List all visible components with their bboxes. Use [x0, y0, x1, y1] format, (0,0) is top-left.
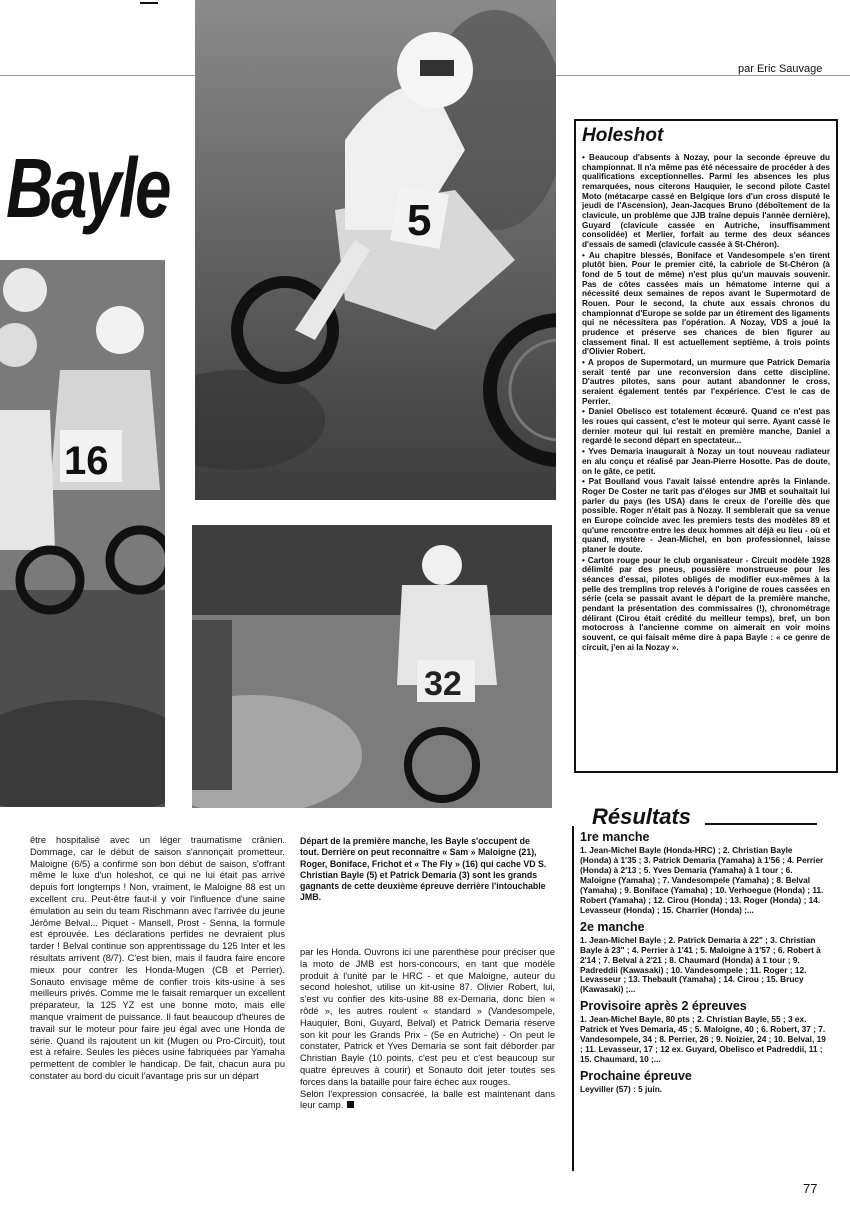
- article-column-2: [300, 947, 555, 1182]
- results-manche2: 1. Jean-Michel Bayle ; 2. Patrick Demaria à 22" ; 3. Christian Bayle à 23" ; 4. Perrier à 1'41 ; 5. Maloigne à 1'57 ; 6. Robert à 2'14 ; 7. Belval à 2'21 ; 8. Chaumard (Honda) à 1 tour ; 9. Padreddii (Kawasaki) ; 10. Vandesompele ; 11. Roger ; 12. Levasseur ; 13. Thebault (Yamaha) ; 14. Cirou ; 15. Brucy (Kawasaki) ;...: [580, 934, 821, 995]
- end-mark: [347, 1101, 354, 1108]
- holeshot-paragraph: • Beaucoup d'absents à Nozay, pour la seconde épreuve du championnat. Il n'a même pas été nécessaire de procéder à des qualifications exceptionnelles. Parmi les absences les plus remarquées, nous citerons Hauquier, le second pilote Castel Moto (métacarpe cassé en Belgique lors d'un cross disputé le jeudi de l'Ascension), Jean-Jacques Bruno (déboîtement de la clavicule, un problème que JJB traîne depuis l'année dernière), Guyard (clavicule cassée en Autriche, insuffisamment consolidée) et Merlier, forfait au terme des deux séances d'essais de samedi (clavicule cassée à St-Chéron).: [582, 153, 830, 250]
- header-rule: [140, 2, 158, 4]
- holeshot-paragraph: • Au chapitre blessés, Boniface et Vandesompele s'en tirent plutôt bien. Pour le premier cité, la cabriole de St-Chéron (à fond de 5 tout de même) n'est plus qu'un mauvais souvenir. Pas de côtes cassées mais un hématome interne qui a nécessité deux semaines de repos avant le Supermotard de Rouen. Pour le second, la chute aux essais chronos du championnat d'Europe se solde par un étirement des ligaments qui ne nécessitera pas l'opération. A Nozay, VDS a joué la prudence et préserve ses chances de bien figurer au classement final. Il est actuellement septième, à trois points d'Olivier Robert.: [582, 250, 830, 357]
- holeshot-box: [574, 119, 838, 773]
- results-manche1-title: 1re manche: [580, 830, 650, 844]
- results-prochaine: Leyviller (57) : 5 juin.: [580, 1084, 663, 1095]
- results-title-rule: [705, 823, 817, 825]
- holeshot-title: Holeshot: [582, 125, 664, 146]
- photo-rider-dust: [192, 525, 552, 808]
- center-photo-number: 32: [424, 665, 462, 703]
- results-manche1: 1. Jean-Michel Bayle (Honda-HRC) ; 2. Christian Bayle (Honda) à 1'35 ; 3. Patrick Demaria (Yamaha) à 1'56 ; 4. Perrier (Honda) à 2'13 ; 5. Yves Demaria (Yamaha) à 1 tour ; 6. Maloigne (Yamaha) ; 7. Vandesompele (Yamaha) ; 8. Belval (Yamaha) ; 9. Boniface (Yamaha) ; 10. Verhoegue (Honda) ; 11. Robert (Yamaha) ; 12. Cirou (Honda) ; 13. Roger (Honda) ; 14. Levasseur (Honda) ; 15. Charrier (Honda) ;...: [580, 845, 824, 915]
- results-title: Résultats: [592, 804, 692, 829]
- page-number: 77: [803, 1181, 818, 1196]
- article-paragraph: par les Honda. Ouvrons ici une parenthèse pour préciser que la moto de JMB est hors-concours, en tant que modèle produit à l'unité par le HRC - et que Maloigne, auteur du second holeshot, utilise un kit-usine 87. Olivier Robert, lui, s'est vu confier des kits-usine 88 ex-Demaria, donc bien « rôdé », les autres roulent « standard » (Vandesompele, Hauquier, Boni, Guyard, Belval) et Patrick Demaria réserve son kit pour les Grands Prix - (5e en Autriche) - On peut le constater, Patrick et Yves Demaria se sont fait déborder par Christian Bayle (10 points, c'est peu et c'est beaucoup sur quatre épreuves à courir) et Sonauto doit jeter toutes ses forces dans la bataille pour faire échec aux rouges.: [300, 947, 555, 1087]
- holeshot-text: [582, 153, 830, 652]
- holeshot-paragraph: • Pat Boulland vous l'avait laissé entendre après la Finlande. Roger De Coster ne tarit pas d'éloges sur JMB et souhaitait lui parler du pays (les USA) dans le creux de l'oreille dès que possible. Roger n'était pas à Nozay. Il semblerait que sa venue en Europe coïncide avec les premiers tests des modèles 89 et qu'une rencontre entre les deux hommes ait déjà eu lieu - où et quand, mystère - Jean-Michel, en bon professionnel, laisse planer le doute.: [582, 477, 830, 554]
- headline-rule: [0, 75, 195, 76]
- byline-rule: [556, 75, 850, 76]
- results-box: [572, 826, 826, 1171]
- top-photo-number: 5: [407, 196, 432, 245]
- photo-rider-jump: [195, 0, 556, 500]
- results-prochaine-title: Prochaine épreuve: [580, 1069, 692, 1084]
- holeshot-paragraph: • Carton rouge pour le club organisateur - Circuit modèle 1928 délimité par des pneus, poussière monstrueuse pour les séances d'essai, pilotes obligés de modifier eux-mêmes à la pelle des tremplins trop relevés à l'origine de roues cassées en série (cela se passait avant le départ de la première manche, pendant la présentation des commissaires (!), chronométrage délirant (Cirou était crédité du meilleur temps), bref, un bon motocross à l'ancienne comme on aimerait en voir moins souvent, ce qui faisait même dire à papa Bayle : « ce genre de circuit, j'en ai la Nozay ».: [582, 555, 830, 652]
- holeshot-paragraph: • Yves Demaria inaugurait à Nozay un tout nouveau radiateur en alu conçu et réalisé par Jean-Pierre Hosotte. Pas de doute, on le gâte, ce petit.: [582, 447, 830, 476]
- article-paragraph: être hospitalisé avec un léger traumatisme crânien. Dommage, car le début de saison s'annonçait prometteur. Maloigne (6/5) a confirmé son bon début de saison, s'offrant même le luxe d'un holeshot, ce qui ne lui était pas arrivé depuis fort longtemps ! Non, vraiment, le Maloigne 88 est un excellent cru. Peut-être faut-il y voir l'influence d'une saine émulation au sein du team Rischmann avec l'arrivée du jeune Jérôme Belval... Piquet - Mansell, Prost - Senna, la formule est éprouvée. Les déclarations perfides ne devraient plus tarder ! Belval continue son apprentissage du 125 Inter et les résultats arrivent (8/7). C'est bien, mais il faudra faire encore mieux pour contrer les Honda-Mugen (CB et Perrier). Sonauto envisage même de confier trois kits-usine à ses meilleurs privés. Comme me le faisait remarquer un excellent préparateur, la 125 YZ est une bonne moto, mais elle manque vraiment de puissance. Il faut beaucoup d'heures de travail sur le moteur pour faire jeu égal avec une Honda de série. Quand ils rajoutent un kit (Mugen ou Pro-Circuit), tout est à refaire. Seules les pièces usine fabriquées par Yamaha permettent de combler le handicap. De fait, chacun aura pu constater au bord du cicuit l'avantage pris sur un départ: [30, 835, 285, 1081]
- results-provisoire-title: Provisoire après 2 épreuves: [580, 999, 747, 1014]
- holeshot-paragraph: • A propos de Supermotard, un murmure que Patrick Demaria serait tenté par une reconversion dans cette discipline. D'autres pilotes, sans pour autant abandonner le cross, seraient également tentés par l'expérience. C'est le cas de Perrier.: [582, 358, 830, 406]
- holeshot-paragraph: • Daniel Obelisco est totalement écœuré. Quand ce n'est pas les roues qui cassent, c'est le moteur qui serre. Ayant cassé le dernier moteur qui lui restait en première manche, Daniel a regardé le second départ en spectateur...: [582, 407, 830, 446]
- results-provisoire: 1. Jean-Michel Bayle, 80 pts ; 2. Christian Bayle, 55 ; 3 ex. Patrick et Yves Demaria, 45 ; 5. Maloigne, 40 ; 6. Robert, 37 ; 7. Vandesompele, 34 ; 8. Perrier, 26 ; 9. Noizier, 24 ; 10. Belval, 19 ; 11. Levasseur, 17 ; 12 ex. Guyard, Obelisco et Padreddii, 11 ; 15. Chaumard, 10 ;...: [580, 1014, 826, 1065]
- byline: par Eric Sauvage: [738, 63, 823, 75]
- headline: Bayle: [6, 141, 170, 235]
- article-paragraph-last: Selon l'expression consacrée, la balle est maintenant dans leur camp.: [300, 1088, 555, 1111]
- photo-caption: Départ de la première manche, les Bayle s'occupent de tout. Derrière on peut reconnaître « Sam » Maloigne (21), Roger, Boniface, Frichot et « The Fly » (16) qui cache VD S. Christian Bayle (5) et Patrick Demaria (3) sont les grands gagnants de cette deuxième épreuve derrière l'intouchable JMB.: [300, 836, 547, 903]
- article-column-1: [30, 835, 285, 1175]
- photo-start-line: [0, 260, 165, 807]
- results-manche2-title: 2e manche: [580, 919, 645, 934]
- left-photo-number: 16: [64, 439, 109, 483]
